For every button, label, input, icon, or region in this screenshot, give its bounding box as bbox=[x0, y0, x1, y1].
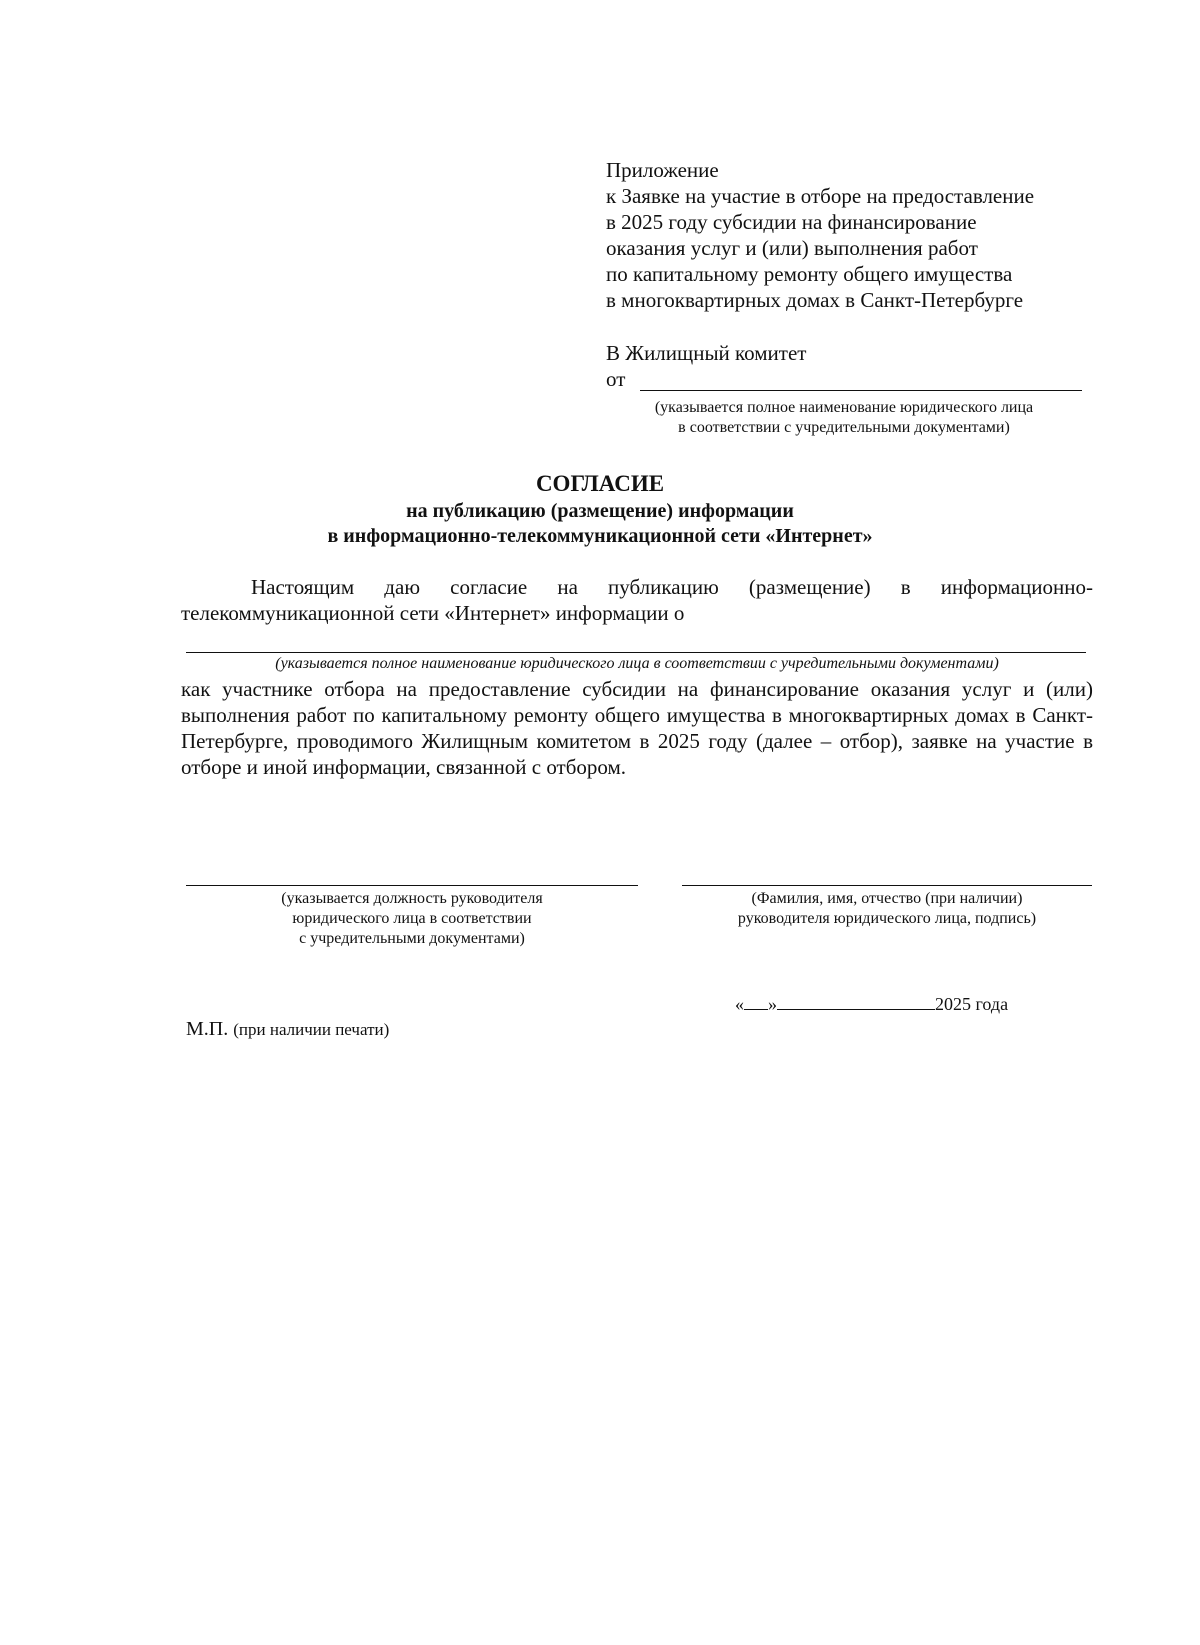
organization-fill-line[interactable] bbox=[186, 652, 1086, 653]
appendix-line: в многоквартирных домах в Санкт-Петербурге bbox=[606, 288, 1024, 312]
position-note-line: юридического лица в соответствии bbox=[292, 910, 532, 927]
date-year: 2025 года bbox=[935, 994, 1009, 1014]
document-subtitle: на публикацию (размещение) информации bbox=[406, 500, 794, 522]
position-note-line: (указывается должность руководителя bbox=[281, 890, 543, 907]
from-fill-line[interactable] bbox=[640, 390, 1082, 391]
consent-paragraph-continued: как участнике отбора на предоставление субсидии на финансирование оказания услуг и (или) выполнения работ по капитальному ремонту общего имущества в многоквартирных домах в Санкт-Петербурге, проводимого Жилищным комитетом в 2025 году (далее – отбор), заявке на участие в отборе и иной информации, связанной с отбором. bbox=[181, 677, 1093, 779]
appendix-line: к Заявке на участие в отборе на предоставление bbox=[606, 184, 1035, 208]
organization-note: (указывается полное наименование юридического лица в соответствии с учредительными документами) bbox=[275, 655, 999, 672]
stamp-note: (при наличии печати) bbox=[233, 1020, 390, 1039]
appendix-line: оказания услуг и (или) выполнения работ bbox=[606, 236, 978, 260]
position-note bbox=[186, 889, 638, 949]
month-fill-blank[interactable] bbox=[777, 993, 935, 1010]
appendix-block bbox=[606, 157, 1126, 313]
position-note-line: с учредительными документами) bbox=[299, 930, 525, 947]
stamp-placeholder bbox=[186, 1016, 389, 1043]
signature-note-line: руководителя юридического лица, подпись) bbox=[737, 910, 1037, 927]
day-fill-blank[interactable] bbox=[744, 993, 768, 1010]
from-note-line: в соответствии с учредительными документами) bbox=[678, 419, 1010, 436]
document-subtitle: в информационно-телекоммуникационной сети «Интернет» bbox=[327, 525, 873, 547]
signature-note-line: (Фамилия, имя, отчество (при наличии) bbox=[751, 890, 1023, 907]
addressee-to: В Жилищный комитет bbox=[606, 341, 807, 365]
appendix-line: в 2025 году субсидии на финансирование bbox=[606, 210, 977, 234]
from-note-line: (указывается полное наименование юридического лица bbox=[654, 399, 1034, 416]
date-line bbox=[735, 993, 1008, 1015]
stamp-label: М.П. bbox=[186, 1018, 229, 1040]
document-title: СОГЛАСИЕ bbox=[535, 471, 665, 496]
position-fill-line[interactable] bbox=[186, 885, 638, 886]
date-close-quote: » bbox=[768, 994, 777, 1014]
appendix-line: Приложение bbox=[606, 158, 719, 182]
date-open-quote: « bbox=[735, 994, 744, 1014]
appendix-line: по капитальному ремонту общего имущества bbox=[606, 262, 1013, 286]
from-label: от bbox=[606, 367, 626, 391]
consent-paragraph: Настоящим даю согласие на публикацию (размещение) в информационно-телекоммуникационной сети «Интернет» информации о bbox=[181, 575, 1093, 625]
signature-note bbox=[682, 889, 1092, 929]
signature-fill-line[interactable] bbox=[682, 885, 1092, 886]
from-note bbox=[606, 398, 1082, 438]
